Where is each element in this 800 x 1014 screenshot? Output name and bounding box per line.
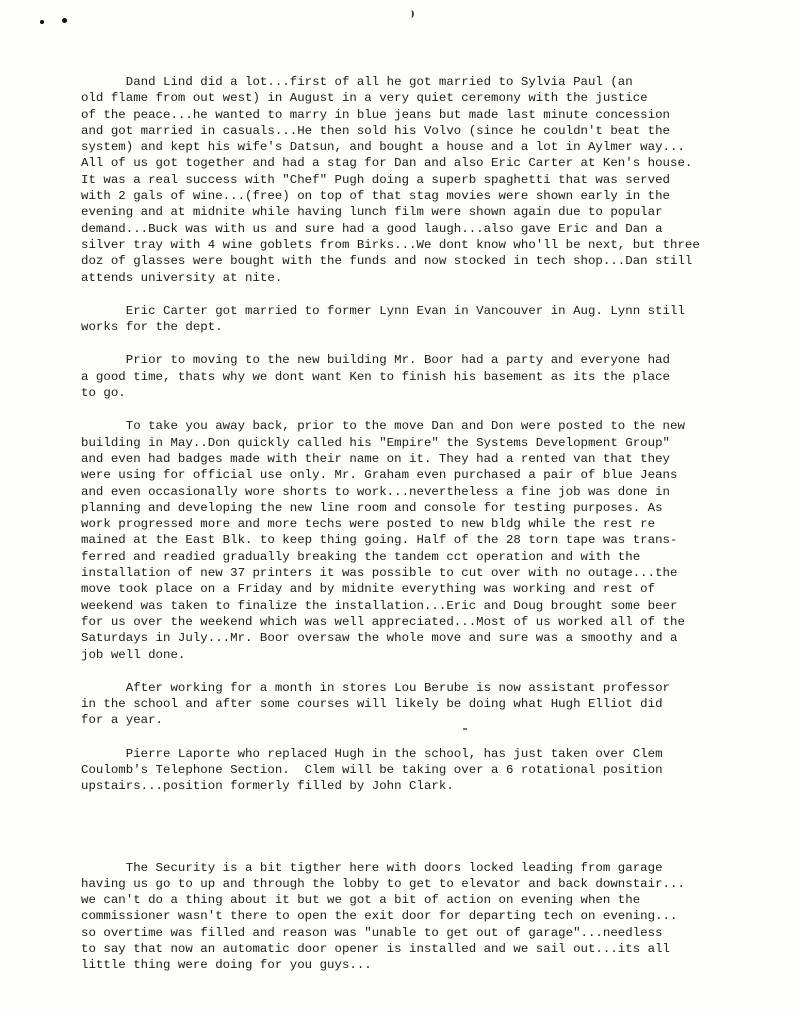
document-body (81, 74, 761, 991)
paragraph-boor-party: Prior to moving to the new building Mr. Boor had a party and everyone had a good time, thats why we dont want Ken to finish his basement as its the place to go. (81, 353, 670, 401)
paragraph-move: To take you away back, prior to the move Dan and Don were posted to the new building in May..Don quickly called his "Empire" the Systems Development Group" and even had badges made with their name on it. They had a rented van that they were using for official use only. Mr. Graham even purchased a pair of blue Jeans and even occasionally wore shorts to work...nevertheless a fine job was done in planning and developing the new line room and console for testing purposes. As work progressed more and more techs were posted to new bldg while the rest re mained at the East Blk. to keep thing going. Half of the 28 torn tape was trans- ferred and readied gradually breaking the tandem cct operation and with the installation of new 37 printers it was possible to cut over with no outage...the move took place on a Friday and by midnite everything was working and rest of weekend was taken to finalize the installation...Eric and Doug brought some beer for us over the weekend which was well appreciated...Most of us worked all of the Saturdays in July...Mr. Boor oversaw the whole move and sure was a smoothy and a job well done. (81, 419, 685, 662)
hole-punch-mark (62, 18, 67, 23)
paragraph-lou-berube: After working for a month in stores Lou Berube is now assistant professor in the school and after some courses will likely be doing what Hugh Elliot did for a year. (81, 680, 670, 728)
paragraph-security: The Security is a bit tigther here with doors locked leading from garage having us go to up and through the lobby to get to elevator and back downstair... we can't do a thing about it but we got a bit of action on evening when the commissioner wasn't there to open the exit door for departing tech on evening... so overtime was filled and reason was "unable to get out of garage"...needless to say that now an automatic door opener is installed and we sail out...its all little thing were doing for you guys... (81, 860, 685, 973)
hole-punch-mark (40, 20, 44, 24)
paragraph-eric-carter: Eric Carter got married to former Lynn Evan in Vancouver in Aug. Lynn still works for the dept. (81, 303, 685, 335)
paragraph-pierre-laporte: Pierre Laporte who replaced Hugh in the school, has just taken over Clem Coulomb's Telephone Section. Clem will be taking over a 6 rotational position upstairs...position formerly filled by John Clark. (81, 746, 663, 794)
paragraph-dan-lind: Dand Lind did a lot...first of all he got married to Sylvia Paul (an old flame from out west) in August in a very quiet ceremony with the justice of the peace...he wanted to marry in blue jeans but made last minute concession and got married in casuals...He then sold his Volvo (since he couldn't beat the system) and kept his wife's Datsun, and bought a house and a lot in Aylmer way... All of us got together and had a stag for Dan and also Eric Carter at Ken's house. It was a real success with "Chef" Pugh doing a superb spaghetti that was served with 2 gals of wine...(free) on top of that stag movies were shown early in the evening and at midnite while having lunch film were shown again due to popular demand...Buck was with us and sure had a good laugh...also gave Eric and Dan a silver tray with 4 wine goblets from Birks...We dont know who'll be next, but three doz of glasses were bought with the funds and now stocked in tech shop...Dan still attends university at nite. (81, 75, 700, 285)
stray-pen-mark (408, 10, 414, 18)
